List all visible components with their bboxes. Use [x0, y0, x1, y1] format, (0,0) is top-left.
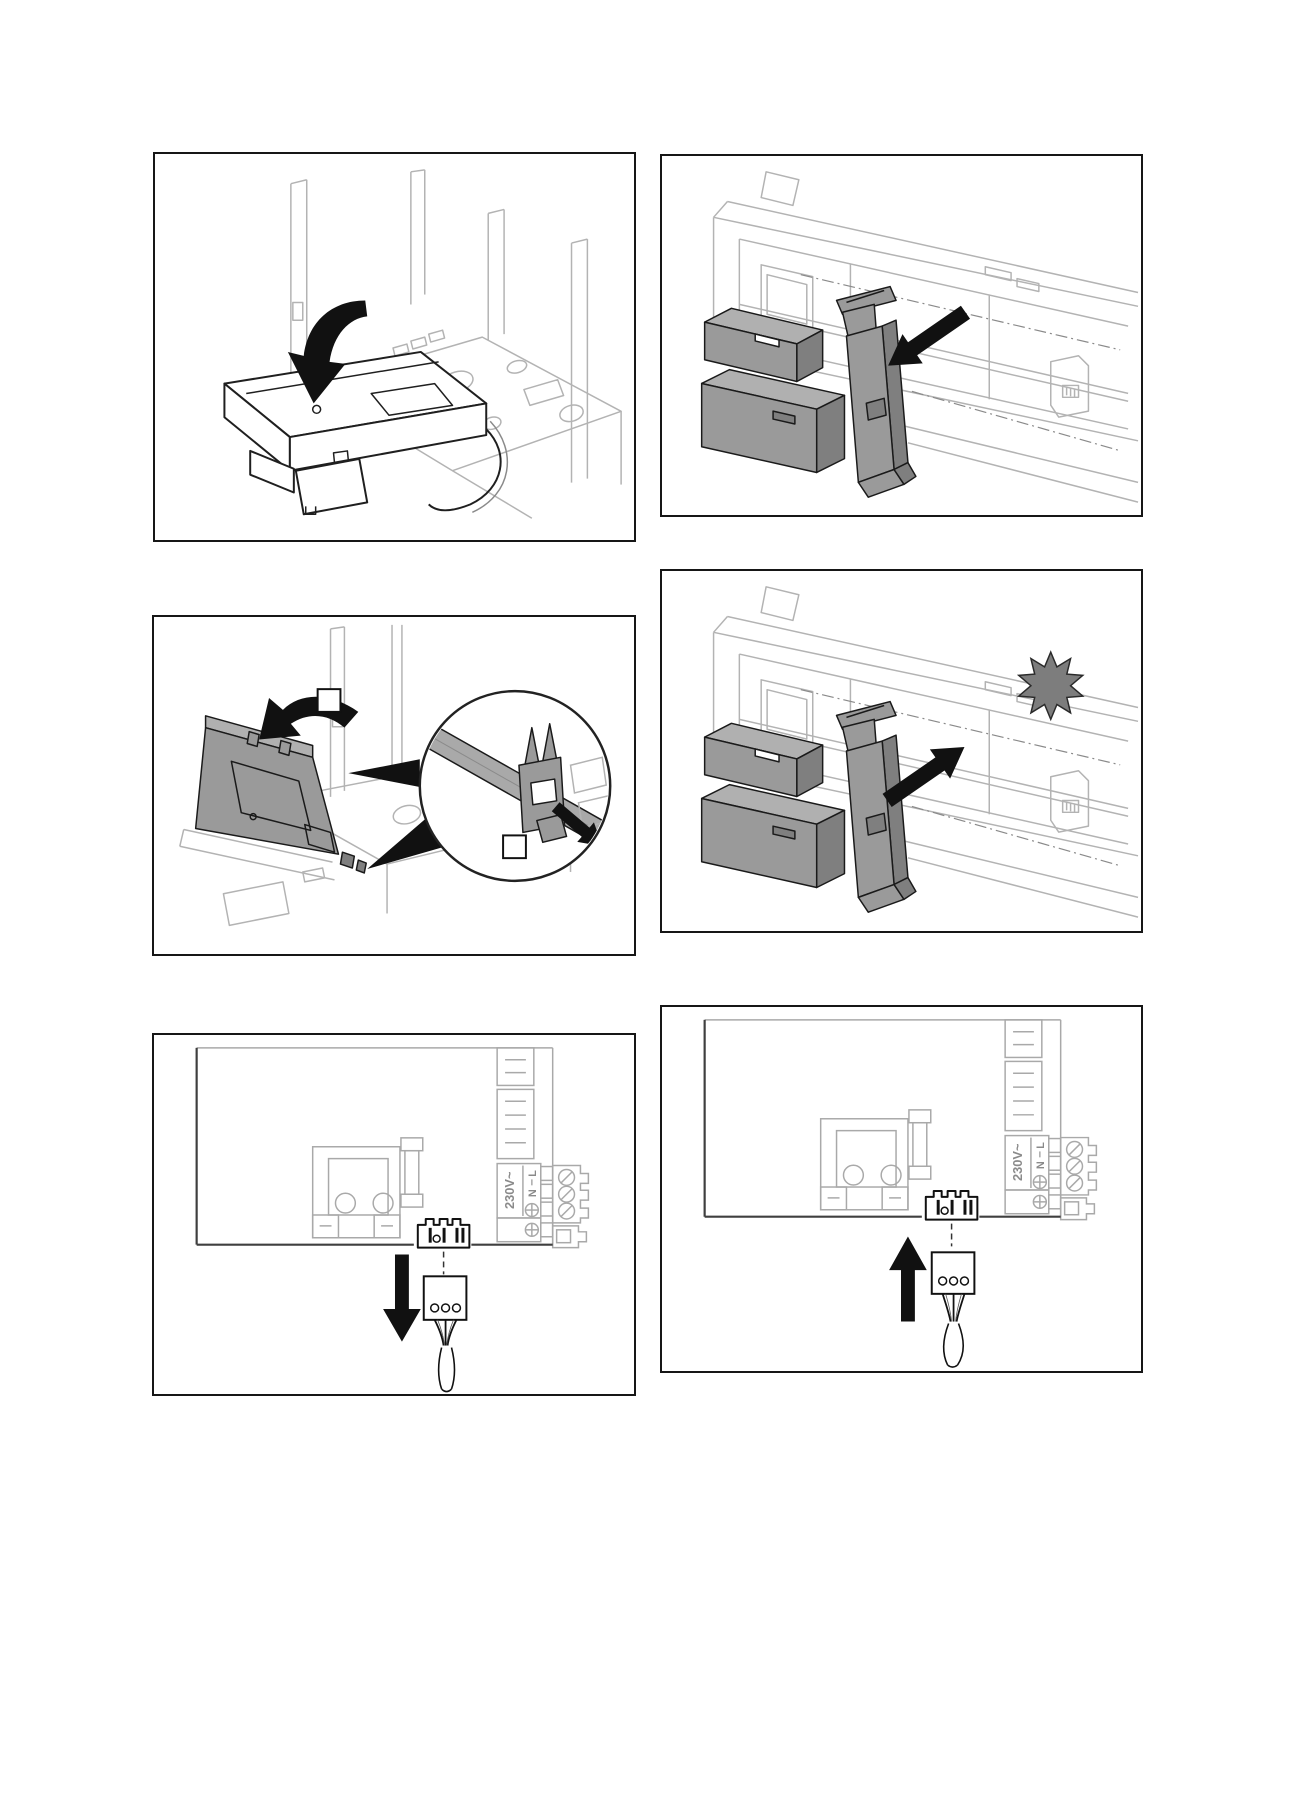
- figure-plug-in-power-connector: [660, 1005, 1143, 1373]
- figure-swing-electronics-box-down: [153, 152, 636, 542]
- figure-unclip-cover-detail: [152, 615, 636, 956]
- push-up-arrow-icon: [889, 1236, 927, 1321]
- open-cover-arrow-icon: [259, 697, 358, 740]
- figure-slide-module-holder-off-rail: [660, 154, 1143, 517]
- electronics-box-drawing: [224, 352, 486, 514]
- plug-wires: [943, 1294, 965, 1322]
- power-plug: [932, 1252, 975, 1367]
- cover-panel-part: [196, 716, 367, 873]
- slide-left-arrow-icon: [888, 306, 970, 366]
- figure-clip-module-holder-onto-rail: [660, 569, 1143, 933]
- plug-wires: [435, 1320, 457, 1346]
- cable: [439, 1348, 455, 1392]
- figure-unplug-power-connector: [152, 1033, 636, 1396]
- step-marker-square: [318, 689, 341, 712]
- pull-down-arrow-icon: [383, 1255, 421, 1342]
- power-plug: [424, 1276, 467, 1391]
- cable: [944, 1324, 964, 1368]
- step-marker-square: [503, 835, 526, 858]
- click-starburst-icon: [1019, 652, 1083, 719]
